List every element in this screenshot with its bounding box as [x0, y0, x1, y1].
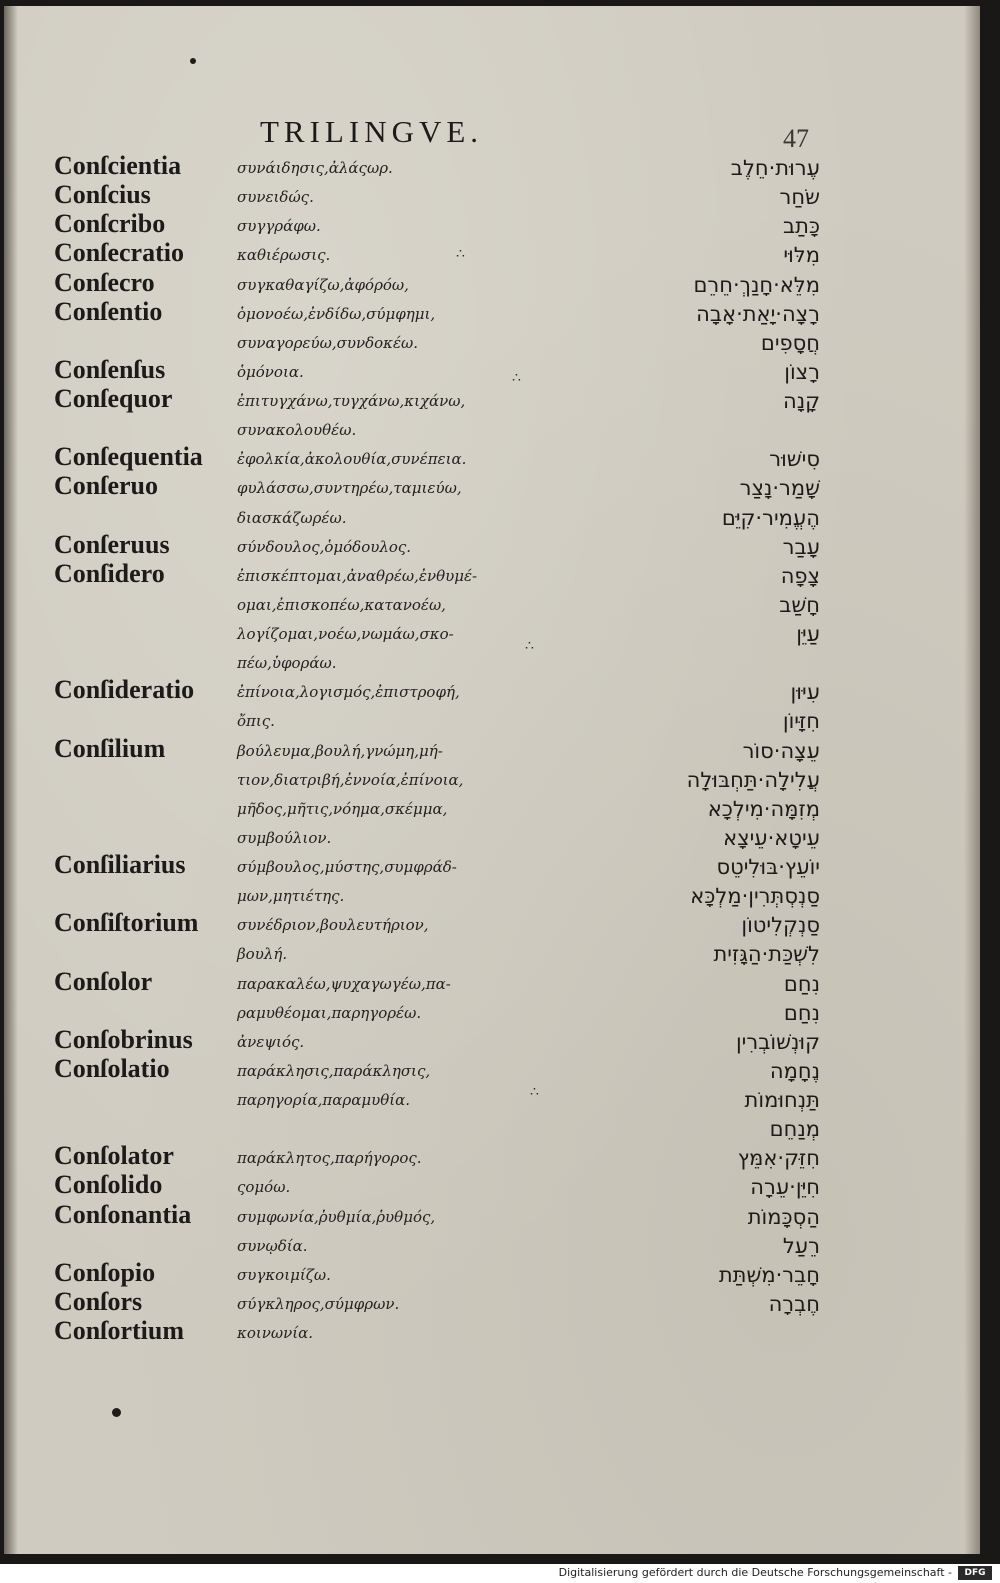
- dictionary-entry: [4, 968, 980, 998]
- hebrew-gloss: סַנְסְתְּרִין·מַלְכָּא: [690, 884, 820, 908]
- greek-gloss: ομαι,ἐπισκοπέω,κατανοέω,: [237, 596, 446, 614]
- greek-gloss: κοινωνία.: [237, 1324, 313, 1342]
- hebrew-gloss: מְנַחֵם: [769, 1117, 820, 1141]
- dictionary-entry: [4, 647, 980, 677]
- hebrew-gloss: נֶחָמָה: [769, 1059, 820, 1083]
- dictionary-entry: [4, 356, 980, 386]
- dictionary-entry: [4, 589, 980, 619]
- dictionary-entry: [4, 239, 980, 269]
- hebrew-gloss: חָבֵר·מִשְׁתַּת: [718, 1263, 820, 1287]
- dictionary-entry: [4, 1230, 980, 1260]
- hebrew-gloss: צָפָה: [780, 564, 820, 588]
- greek-gloss: ἐπίνοια,λογισμός,ἐπιστροφή,: [237, 683, 460, 701]
- hebrew-gloss: עֲלִילָה·תַּחְבּוּלָה: [686, 768, 820, 792]
- latin-headword: Conſolatio: [54, 1054, 170, 1083]
- latin-headword: Conſecro: [54, 268, 155, 297]
- hebrew-gloss: שֹחַר: [779, 185, 820, 209]
- ink-speck: [112, 1408, 121, 1417]
- hebrew-gloss: רָצָה·יָאַת·אָבָה: [696, 302, 820, 326]
- dictionary-entry: [4, 851, 980, 881]
- dictionary-entry: [4, 1317, 980, 1347]
- dictionary-entry: [4, 298, 980, 328]
- greek-gloss: φυλάσσω,συντηρέω,ταμιεύω,: [237, 479, 462, 497]
- hebrew-gloss: רָצוֹן: [784, 360, 820, 384]
- greek-gloss: καθιέρωσις.: [237, 246, 331, 264]
- greek-gloss: συγγράφω.: [237, 217, 321, 235]
- hebrew-gloss: חִזָּיוֹן: [782, 709, 820, 733]
- dictionary-entry: [4, 269, 980, 299]
- greek-gloss: βουλή.: [237, 945, 288, 963]
- greek-gloss: μων,μητιέτης.: [237, 887, 345, 905]
- greek-gloss: συνῳδία.: [237, 1237, 308, 1255]
- latin-headword: Conſiliarius: [54, 850, 186, 879]
- greek-gloss: συνέδριον,βουλευτήριον,: [237, 916, 429, 934]
- dfg-logo: DFG: [958, 1566, 992, 1580]
- footer-bar: [0, 1564, 1000, 1583]
- greek-gloss: πέω,ὑφοράω.: [237, 654, 337, 672]
- hebrew-gloss: חֲסָפִים: [760, 331, 820, 355]
- latin-headword: Conſortium: [54, 1316, 184, 1345]
- hebrew-gloss: רֵעַל: [782, 1234, 820, 1258]
- hebrew-gloss: עֵיטָא·עֵיצָא: [723, 826, 820, 850]
- page-number: 47: [783, 124, 809, 153]
- dictionary-entry: [4, 414, 980, 444]
- dictionary-entry: [4, 152, 980, 182]
- dictionary-entry: [4, 618, 980, 648]
- dictionary-entry: [4, 502, 980, 532]
- greek-gloss: διασκάζωρέω.: [237, 509, 347, 527]
- dictionary-entry: [4, 676, 980, 706]
- ornament-dots: ∴: [456, 246, 465, 262]
- hebrew-gloss: לִשְׁכַּת·הַגָּזִית: [713, 942, 820, 966]
- hebrew-gloss: עֶרוּת·חֵלֶב: [730, 156, 820, 180]
- greek-gloss: παρακαλέω,ψυχαγωγέω,πα-: [237, 975, 451, 993]
- latin-headword: Conſopio: [54, 1258, 156, 1287]
- dictionary-entry: [4, 735, 980, 765]
- greek-gloss: παράκλησις,παράκλησις,: [237, 1062, 431, 1080]
- latin-headword: Conſors: [54, 1287, 143, 1316]
- dictionary-entry: [4, 327, 980, 357]
- hebrew-gloss: סִישׁוּר: [769, 447, 820, 471]
- hebrew-gloss: עָבַר: [782, 535, 820, 559]
- latin-headword: Conſonantia: [54, 1200, 192, 1229]
- greek-gloss: συναγορεύω,συνδοκέω.: [237, 334, 419, 352]
- greek-gloss: ἀνεψιός.: [237, 1033, 305, 1051]
- latin-headword: Conſolator: [54, 1141, 174, 1170]
- ornament-dots: ∴: [525, 638, 534, 654]
- hebrew-gloss: כָּתַב: [782, 214, 820, 238]
- dictionary-entry: [4, 705, 980, 735]
- latin-headword: Conſecratio: [54, 238, 184, 267]
- latin-headword: Conſolido: [54, 1170, 163, 1199]
- hebrew-gloss: נִחַם: [783, 1001, 820, 1025]
- greek-gloss: ἐφολκία,ἀκολουθία,συνέπεια.: [237, 450, 467, 468]
- greek-gloss: μῆδος,μῆτις,νόημα,σκέμμα,: [237, 800, 448, 818]
- hebrew-gloss: מְזִמָּה·מִילְכָא: [707, 797, 820, 821]
- greek-gloss: συμφωνία,ῥυθμία,ῥυθμός,: [237, 1208, 436, 1226]
- greek-gloss: συγκαθαγίζω,ἀφόρόω,: [237, 276, 409, 294]
- greek-gloss: ὁμονοέω,ἐνδίδω,σύμφημι,: [237, 305, 436, 323]
- hebrew-gloss: קוּנְשׁוֹבְרִין: [735, 1030, 820, 1054]
- dictionary-entry: [4, 880, 980, 910]
- ink-speck: [190, 58, 196, 64]
- greek-gloss: συγκοιμίζω.: [237, 1266, 331, 1284]
- greek-gloss: συνάιδησις,ἀλάςωρ.: [237, 159, 393, 177]
- hebrew-gloss: מִלּוּי: [783, 243, 820, 267]
- dictionary-entry: [4, 1171, 980, 1201]
- dictionary-entry: [4, 1288, 980, 1318]
- greek-gloss: τιον,διατριβή,ἐννοία,ἐπίνοια,: [237, 771, 464, 789]
- dictionary-entry: [4, 472, 980, 502]
- greek-gloss: συνειδώς.: [237, 188, 314, 206]
- latin-headword: Conſideratio: [54, 675, 195, 704]
- hebrew-gloss: מִלֵּא·חָנַךְ·חֵרֵם: [693, 273, 820, 297]
- greek-gloss: βούλευμα,βουλή,γνώμη,μή-: [237, 742, 443, 760]
- ornament-dots: ∴: [530, 1084, 539, 1100]
- greek-gloss: ἐπισκέπτομαι,ἀναθρέω,ἐνθυμέ-: [237, 567, 478, 585]
- latin-headword: Conſiſtorium: [54, 908, 199, 937]
- greek-gloss: ραμυθέομαι,παρηγορέω.: [237, 1004, 422, 1022]
- latin-headword: Conſidero: [54, 559, 165, 588]
- greek-gloss: σύγκληρος,σύμφρων.: [237, 1295, 400, 1313]
- dictionary-entry: [4, 909, 980, 939]
- hebrew-gloss: חִזֵּק·אִמֵּץ: [737, 1146, 820, 1170]
- dictionary-entry: [4, 443, 980, 473]
- dictionary-entry: [4, 1055, 980, 1085]
- latin-headword: Conſequor: [54, 384, 173, 413]
- greek-gloss: ὄπις.: [237, 712, 275, 730]
- funding-credit: Digitalisierung gefördert durch die Deutsche Forschungsgemeinschaft -: [558, 1566, 952, 1579]
- dictionary-entry: [4, 560, 980, 590]
- hebrew-gloss: תַּנְחוּמוֹת: [744, 1088, 820, 1112]
- book-page: [4, 6, 980, 1554]
- hebrew-gloss: נִחַם: [783, 972, 820, 996]
- greek-gloss: παράκλητος,παρήγορος.: [237, 1149, 422, 1167]
- latin-headword: Conſentio: [54, 297, 163, 326]
- latin-headword: Conſcius: [54, 180, 151, 209]
- running-head: TRILINGVE.: [260, 114, 484, 149]
- dictionary-entry: [4, 793, 980, 823]
- latin-headword: Conſolor: [54, 967, 153, 996]
- greek-gloss: λογίζομαι,νοέω,νωμάω,σκο-: [237, 625, 454, 643]
- dictionary-entry: [4, 1113, 980, 1143]
- dictionary-entry: [4, 1259, 980, 1289]
- latin-headword: Conſcientia: [54, 151, 182, 180]
- hebrew-gloss: הַסְכָּמוֹת: [747, 1205, 820, 1229]
- hebrew-gloss: סַנְקְלִיטוֹן: [741, 913, 820, 937]
- greek-gloss: παρηγορία,παραμυθία.: [237, 1091, 410, 1109]
- greek-gloss: συνακολουθέω.: [237, 421, 357, 439]
- greek-gloss: σύνδουλος,ὁμόδουλος.: [237, 538, 412, 556]
- dictionary-entry: [4, 1201, 980, 1231]
- dictionary-entry: [4, 1026, 980, 1056]
- dictionary-entry: [4, 1084, 980, 1114]
- hebrew-gloss: חָשַׁב: [779, 593, 820, 617]
- hebrew-gloss: עַיֵּן: [796, 622, 820, 646]
- hebrew-gloss: שָׁמַר·נָצַר: [739, 476, 820, 500]
- hebrew-gloss: עֵצָה·סוֹר: [742, 739, 820, 763]
- latin-headword: Conſeruus: [54, 530, 170, 559]
- dictionary-entry: [4, 181, 980, 211]
- hebrew-gloss: חֶבְרָה: [768, 1292, 820, 1316]
- latin-headword: Conſilium: [54, 734, 166, 763]
- greek-gloss: ὁμόνοια.: [237, 363, 304, 381]
- ornament-dots: ∴: [512, 370, 521, 386]
- dictionary-entry: [4, 997, 980, 1027]
- greek-gloss: σύμβουλος,μύστης,συμφράδ-: [237, 858, 457, 876]
- latin-headword: Conſenſus: [54, 355, 166, 384]
- latin-headword: Conſequentia: [54, 442, 203, 471]
- latin-headword: Conſcribo: [54, 209, 166, 238]
- hebrew-gloss: חִיֵּן·עֵרָה: [750, 1175, 820, 1199]
- dictionary-entry: [4, 938, 980, 968]
- hebrew-gloss: קָנָה: [782, 389, 820, 413]
- latin-headword: Conſobrinus: [54, 1025, 193, 1054]
- dictionary-entry: [4, 385, 980, 415]
- greek-gloss: ἐπιτυγχάνω,τυγχάνω,κιχάνω,: [237, 392, 466, 410]
- dictionary-entry: [4, 822, 980, 852]
- greek-gloss: συμβούλιον.: [237, 829, 332, 847]
- hebrew-gloss: הֶעֱמִיר·קִיֵּם: [721, 506, 820, 530]
- dictionary-entry: [4, 210, 980, 240]
- greek-gloss: ςομόω.: [237, 1178, 291, 1196]
- dictionary-entry: [4, 531, 980, 561]
- hebrew-gloss: יוֹעֵץ·בּוּלִיטֵס: [716, 855, 820, 879]
- dictionary-entry: [4, 764, 980, 794]
- latin-headword: Conſeruo: [54, 471, 158, 500]
- dictionary-entry: [4, 1142, 980, 1172]
- hebrew-gloss: עִיּוּן: [790, 680, 820, 704]
